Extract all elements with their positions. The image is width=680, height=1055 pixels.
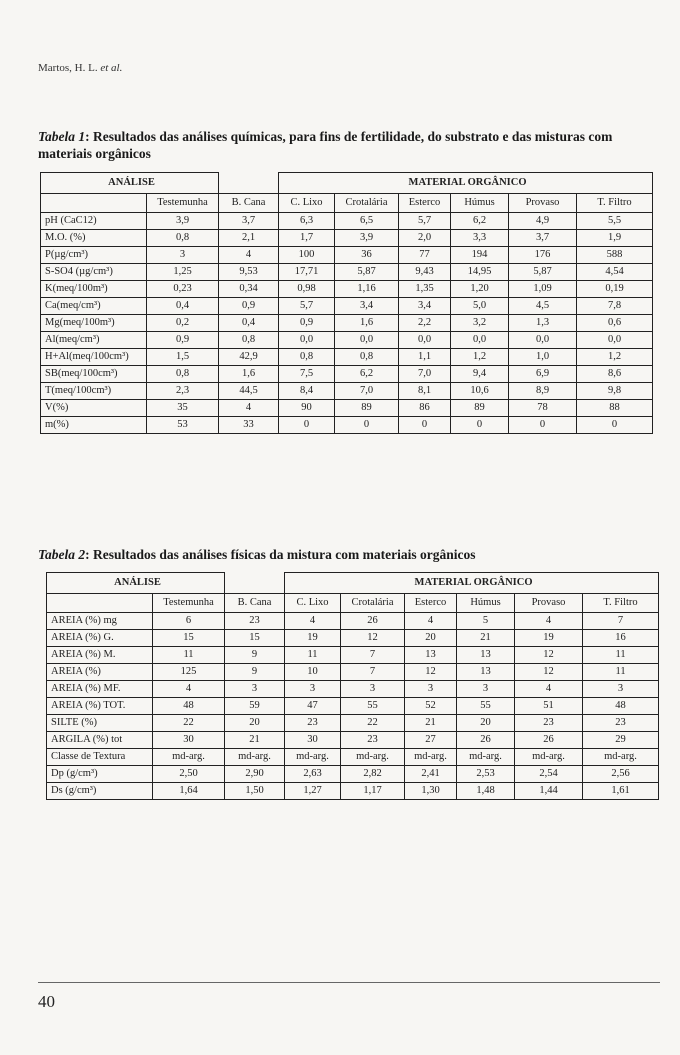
table1-cell: 1,2 [577,349,653,366]
table1-row-label: S-SO4 (µg/cm³) [41,264,147,281]
table1-cell: 53 [147,417,219,434]
table2-cell: 52 [405,698,457,715]
table2-cell: 13 [405,647,457,664]
table1-cell: 0,8 [279,349,335,366]
table2-row-label: SILTE (%) [47,715,153,732]
table1-cell: 3,3 [451,230,509,247]
table1-row-label: pH (CaC12) [41,213,147,230]
table1-cell: 4 [219,247,279,264]
table1-group-header: MATERIAL ORGÂNICO [279,173,653,194]
table2-cell: 2,54 [515,766,583,783]
table2-cell: 11 [285,647,341,664]
table2-cell: 10 [285,664,341,681]
running-header [38,62,122,74]
table2-caption [38,546,648,563]
table1-cell: 588 [577,247,653,264]
table2-row [47,698,659,715]
table2-cell: 47 [285,698,341,715]
table1-header-spacer [219,173,279,194]
table2-cell: 7 [341,647,405,664]
table2-column-header: B. Cana [225,594,285,613]
table2-cell: 2,90 [225,766,285,783]
table2-cell: 1,64 [153,783,225,800]
table1-cell: 35 [147,400,219,417]
table1-cell: 5,87 [509,264,577,281]
table1-cell: 0,4 [219,315,279,332]
table2-cell: 4 [515,613,583,630]
table2-cell: 55 [457,698,515,715]
table1-row [41,383,653,400]
table1-cell: 9,8 [577,383,653,400]
table2-cell: 20 [457,715,515,732]
table2-cell: 26 [457,732,515,749]
table2 [46,572,659,800]
table1-column-header: Húmus [451,194,509,213]
table1-cell: 0,2 [147,315,219,332]
table1-cell: 2,1 [219,230,279,247]
table2-row [47,715,659,732]
table1-cell: 4 [219,400,279,417]
table1-cell: 0,0 [399,332,451,349]
table1-cell: 5,7 [279,298,335,315]
table2-cell: 2,82 [341,766,405,783]
table2-row-label: ARGILA (%) tot [47,732,153,749]
table1-cell: 7,5 [279,366,335,383]
table1-cell: 10,6 [451,383,509,400]
table1-cell: 33 [219,417,279,434]
table1-row-label: m(%) [41,417,147,434]
table2-column-header: Provaso [515,594,583,613]
table1-column-header: Esterco [399,194,451,213]
table2-cell: 4 [153,681,225,698]
table1-cell: 4,54 [577,264,653,281]
table1-cell: 0 [509,417,577,434]
table1-cell: 1,3 [509,315,577,332]
table2-cell: 26 [341,613,405,630]
table2-cell: md-arg. [225,749,285,766]
table1-row [41,332,653,349]
table2-cell: 2,53 [457,766,515,783]
table1-row [41,247,653,264]
table1-cell: 88 [577,400,653,417]
table2-row [47,732,659,749]
table1-column-header: T. Filtro [577,194,653,213]
table1-cell: 6,3 [279,213,335,230]
table1-cell: 0 [399,417,451,434]
table2-cell: 1,61 [583,783,659,800]
table1-cell: 0,0 [335,332,399,349]
table1-row-label: Al(meq/cm³) [41,332,147,349]
table2-cell: 23 [583,715,659,732]
table1-cell: 2,3 [147,383,219,400]
table1-cell: 0,9 [219,298,279,315]
table2-cell: 7 [583,613,659,630]
table2-cell: 19 [285,630,341,647]
table1-cell: 1,6 [219,366,279,383]
table2-cell: 59 [225,698,285,715]
table1-row-label: SB(meq/100cm³) [41,366,147,383]
table1-cell: 1,25 [147,264,219,281]
table1-column-blank [41,194,147,213]
table2-analise-header: ANÁLISE [47,573,225,594]
table1-caption [38,128,648,162]
table1-row [41,281,653,298]
table2-cell: 23 [285,715,341,732]
table1-row [41,264,653,281]
table2-cell: 13 [457,647,515,664]
table2-cell: 48 [153,698,225,715]
table2-cell: 1,17 [341,783,405,800]
table2-cell: 21 [457,630,515,647]
table2-cell: 23 [341,732,405,749]
table1-cell: 1,35 [399,281,451,298]
table1-analise-header: ANÁLISE [41,173,219,194]
table1-cell: 5,87 [335,264,399,281]
table2-cell: 51 [515,698,583,715]
table1-row-label: Ca(meq/cm³) [41,298,147,315]
table1-cell: 9,43 [399,264,451,281]
table2-column-header: Esterco [405,594,457,613]
table2-cell: 4 [405,613,457,630]
table2-cell: md-arg. [457,749,515,766]
table1-row [41,315,653,332]
table2-column-header: Húmus [457,594,515,613]
table2-row-label: AREIA (%) M. [47,647,153,664]
table2-cell: 9 [225,647,285,664]
table1-cell: 3,4 [399,298,451,315]
table2-cell: 12 [341,630,405,647]
table1-cell: 1,2 [451,349,509,366]
table2-row-label: AREIA (%) mg [47,613,153,630]
table1-column-row [41,194,653,213]
table1-cell: 3,7 [509,230,577,247]
table1-cell: 0,8 [147,366,219,383]
table2-cell: 1,50 [225,783,285,800]
table1-cell: 7,0 [399,366,451,383]
table1-column-header: C. Lixo [279,194,335,213]
table2-cell: 1,30 [405,783,457,800]
table2-cell: 48 [583,698,659,715]
table1-cell: 1,9 [577,230,653,247]
table1-cell: 77 [399,247,451,264]
table2-cell: 55 [341,698,405,715]
table1-column-header: Provaso [509,194,577,213]
table1-cell: 100 [279,247,335,264]
table2-cell: 2,50 [153,766,225,783]
table2-header-spacer [225,573,285,594]
table1-row-label: K(meq/100m³) [41,281,147,298]
table2-cell: 11 [583,664,659,681]
table1-row [41,400,653,417]
table2-cell: 23 [225,613,285,630]
table2-cell: 3 [405,681,457,698]
table1-cell: 194 [451,247,509,264]
table2-cell: 30 [153,732,225,749]
table1-row [41,298,653,315]
table2-cell: 12 [515,664,583,681]
table2-cell: 1,48 [457,783,515,800]
table2-cell: md-arg. [583,749,659,766]
table1-cell: 86 [399,400,451,417]
table2-column-header: C. Lixo [285,594,341,613]
footer-rule [38,982,660,983]
table1-cell: 1,6 [335,315,399,332]
table1-row-label: H+Al(meq/100cm³) [41,349,147,366]
table2-cell: 27 [405,732,457,749]
table1-cell: 89 [335,400,399,417]
table2-cell: 1,27 [285,783,341,800]
table2-row [47,630,659,647]
header-authors: Martos, H. L. [38,62,98,74]
table1-cell: 3 [147,247,219,264]
table2-row-label: AREIA (%) G. [47,630,153,647]
table1-cell: 4,5 [509,298,577,315]
table1-cell: 5,0 [451,298,509,315]
table2-cell: 11 [583,647,659,664]
table1-cell: 8,9 [509,383,577,400]
table1-cell: 0,34 [219,281,279,298]
table2-row [47,613,659,630]
table2-cell: md-arg. [285,749,341,766]
table2-cell: 2,41 [405,766,457,783]
table1-row-label: T(meq/100cm³) [41,383,147,400]
table2-cell: 3 [583,681,659,698]
table2-cell: 26 [515,732,583,749]
table1-cell: 1,5 [147,349,219,366]
table1-cell: 0,8 [335,349,399,366]
table1-cell: 4,9 [509,213,577,230]
table1-row [41,366,653,383]
table2-cell: 22 [153,715,225,732]
table2-row-label: AREIA (%) TOT. [47,698,153,715]
table2-row-label: Classe de Textura [47,749,153,766]
table2-cell: 13 [457,664,515,681]
table1-cell: 176 [509,247,577,264]
table1-caption-text: : Resultados das análises químicas, para fins de fertilidade, do substrato e das misturas com materiais orgânicos [38,129,613,161]
table1-cell: 7,0 [335,383,399,400]
table1-cell: 44,5 [219,383,279,400]
table1-cell: 1,16 [335,281,399,298]
table1-cell: 0,0 [279,332,335,349]
table1-cell: 6,2 [335,366,399,383]
table2-cell: 2,56 [583,766,659,783]
table1-cell: 14,95 [451,264,509,281]
table2-row-label: AREIA (%) [47,664,153,681]
table2-row-label: Dp (g/cm³) [47,766,153,783]
table1-column-header: Crotalária [335,194,399,213]
table2-row-label: Ds (g/cm³) [47,783,153,800]
table2-cell: 12 [515,647,583,664]
table2-row [47,681,659,698]
table2-cell: 9 [225,664,285,681]
table1-cell: 17,71 [279,264,335,281]
table2-cell: 22 [341,715,405,732]
table1-cell: 0,98 [279,281,335,298]
table2-cell: md-arg. [153,749,225,766]
page-number: 40 [38,992,55,1011]
table1-cell: 1,0 [509,349,577,366]
table1-cell: 0,4 [147,298,219,315]
table1-cell: 0,0 [451,332,509,349]
table2-column-header: T. Filtro [583,594,659,613]
table2-cell: 125 [153,664,225,681]
table2-group-header: MATERIAL ORGÂNICO [285,573,659,594]
table1-row-label: P(µg/cm³) [41,247,147,264]
table1-cell: 8,4 [279,383,335,400]
table2-cell: 3 [457,681,515,698]
table1-cell: 36 [335,247,399,264]
table1-cell: 0,8 [147,230,219,247]
table1-row [41,417,653,434]
table2-cell: md-arg. [405,749,457,766]
table1-cell: 0 [577,417,653,434]
table1-cell: 0,19 [577,281,653,298]
table1-cell: 90 [279,400,335,417]
table1-cell: 0,0 [509,332,577,349]
table1-cell: 9,53 [219,264,279,281]
table2-cell: 23 [515,715,583,732]
table1-cell: 0,9 [279,315,335,332]
table2-cell: 3 [341,681,405,698]
table2-cell: 1,44 [515,783,583,800]
table2-cell: 20 [405,630,457,647]
table2-cell: 7 [341,664,405,681]
table2-column-blank [47,594,153,613]
table1-label: Tabela 1 [38,129,86,144]
table1-cell: 1,7 [279,230,335,247]
table2-caption-text: : Resultados das análises físicas da mistura com materiais orgânicos [85,547,476,562]
table2-cell: 3 [285,681,341,698]
table1-row [41,213,653,230]
table2-cell: 21 [225,732,285,749]
table1-cell: 3,9 [147,213,219,230]
table1-cell: 78 [509,400,577,417]
table2-cell: 12 [405,664,457,681]
table2-cell: 4 [285,613,341,630]
table1-cell: 0 [451,417,509,434]
table1-cell: 89 [451,400,509,417]
table1-cell: 0 [279,417,335,434]
table1-cell: 8,6 [577,366,653,383]
table2-row [47,664,659,681]
table2-cell: md-arg. [341,749,405,766]
table2-row [47,766,659,783]
table1-column-header: Testemunha [147,194,219,213]
table2-column-header: Crotalária [341,594,405,613]
table1-cell: 3,7 [219,213,279,230]
table1-cell: 2,0 [399,230,451,247]
table1-cell: 8,1 [399,383,451,400]
table1-row-label: Mg(meq/100m³) [41,315,147,332]
table1-cell: 3,2 [451,315,509,332]
table2-cell: 11 [153,647,225,664]
table2-row-label: AREIA (%) MF. [47,681,153,698]
table1-column-header: B. Cana [219,194,279,213]
table1-row [41,349,653,366]
table1-cell: 6,9 [509,366,577,383]
table2-label: Tabela 2 [38,547,86,562]
table2-cell: 15 [153,630,225,647]
table2-cell: 20 [225,715,285,732]
table1-cell: 1,1 [399,349,451,366]
table1-cell: 0 [335,417,399,434]
table1-cell: 5,7 [399,213,451,230]
table1-cell: 2,2 [399,315,451,332]
table1-header-row [41,173,653,194]
table1-cell: 5,5 [577,213,653,230]
table1-cell: 3,4 [335,298,399,315]
table1-cell: 0,8 [219,332,279,349]
table1-cell: 0,9 [147,332,219,349]
table2-row [47,647,659,664]
table2-cell: 19 [515,630,583,647]
table2-cell: 5 [457,613,515,630]
table2-cell: 16 [583,630,659,647]
table1-cell: 3,9 [335,230,399,247]
table2-cell: 2,63 [285,766,341,783]
table1-cell: 1,20 [451,281,509,298]
table2-cell: 21 [405,715,457,732]
table1-cell: 6,5 [335,213,399,230]
table1-row [41,230,653,247]
table2-cell: 30 [285,732,341,749]
table1-cell: 0,23 [147,281,219,298]
table2-column-row [47,594,659,613]
table2-cell: md-arg. [515,749,583,766]
table1-cell: 7,8 [577,298,653,315]
table2-cell: 29 [583,732,659,749]
table2-header-row [47,573,659,594]
table2-column-header: Testemunha [153,594,225,613]
table2-cell: 6 [153,613,225,630]
header-et-al: et al. [100,62,123,74]
table1-cell: 1,09 [509,281,577,298]
table1-cell: 9,4 [451,366,509,383]
table1-cell: 0,0 [577,332,653,349]
table2-cell: 15 [225,630,285,647]
table1-row-label: M.O. (%) [41,230,147,247]
table1-cell: 0,6 [577,315,653,332]
table2-cell: 4 [515,681,583,698]
table1-row-label: V(%) [41,400,147,417]
table1-cell: 6,2 [451,213,509,230]
table2-row [47,749,659,766]
table2-row [47,783,659,800]
table1 [40,172,653,434]
table1-cell: 42,9 [219,349,279,366]
table2-cell: 3 [225,681,285,698]
